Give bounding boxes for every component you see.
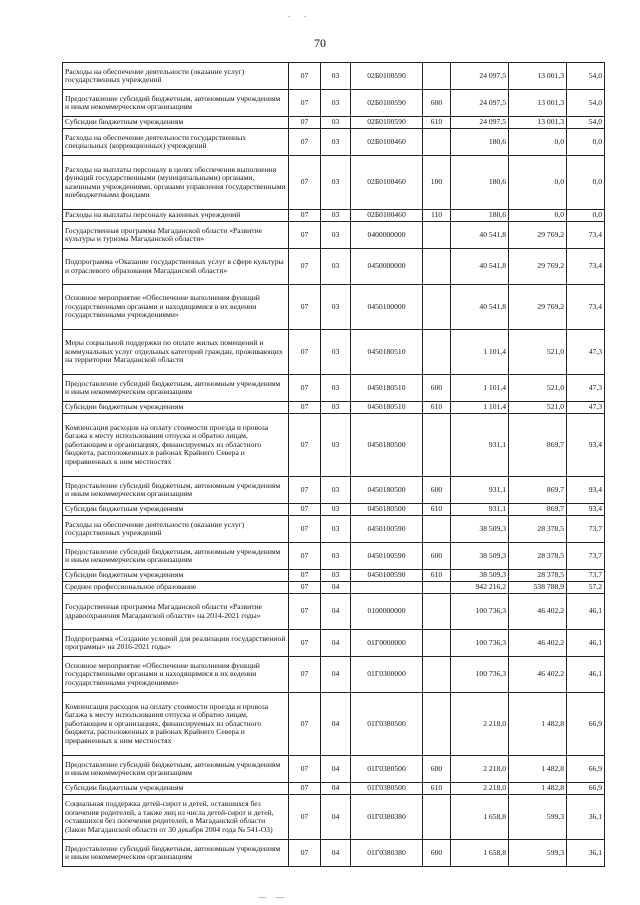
row-section: 07: [289, 582, 321, 594]
row-expense-type: [423, 414, 451, 477]
row-subsection: 03: [321, 330, 351, 375]
row-target-article: 01Г0380500: [351, 756, 423, 783]
row-target-article: 01Г0380500: [351, 693, 423, 756]
table-row: [63, 117, 605, 129]
row-execution-percent: 54,0: [567, 63, 605, 90]
row-execution-percent: 93,4: [567, 477, 605, 504]
row-target-article: 0450180500: [351, 477, 423, 504]
table-row: [63, 582, 605, 594]
row-name: Субсидии бюджетным учреждениям: [63, 117, 289, 129]
row-target-article: 0450100590: [351, 570, 423, 582]
row-section: 07: [289, 117, 321, 129]
row-subsection: 03: [321, 222, 351, 249]
row-target-article: 02Б0100460: [351, 210, 423, 222]
row-executed-amount: 28 378,5: [509, 516, 567, 543]
row-section: 07: [289, 630, 321, 657]
row-subsection: 03: [321, 210, 351, 222]
row-executed-amount: 521,0: [509, 330, 567, 375]
row-target-article: 01Г0380500: [351, 783, 423, 795]
row-target-article: 0450000000: [351, 249, 423, 285]
table-row: [63, 90, 605, 117]
row-executed-amount: 13 001,3: [509, 90, 567, 117]
row-executed-amount: 538 788,9: [509, 582, 567, 594]
row-subsection: 03: [321, 477, 351, 504]
row-section: 07: [289, 840, 321, 867]
row-name: Подпрограмма «Оказание государственных услуг в сфере культуры и отраслевого образования Магаданской области»: [63, 249, 289, 285]
row-expense-type: [423, 285, 451, 330]
row-executed-amount: 28 378,5: [509, 543, 567, 570]
row-planned-amount: 2 218,0: [451, 693, 509, 756]
row-execution-percent: 46,1: [567, 657, 605, 693]
row-target-article: 02Б0100460: [351, 156, 423, 210]
row-expense-type: [423, 582, 451, 594]
table-row: [63, 402, 605, 414]
row-planned-amount: 2 218,0: [451, 783, 509, 795]
row-executed-amount: 46 402,2: [509, 630, 567, 657]
row-executed-amount: 46 402,2: [509, 594, 567, 630]
row-executed-amount: 29 769,2: [509, 249, 567, 285]
row-target-article: 02Б0100590: [351, 117, 423, 129]
row-planned-amount: 38 509,3: [451, 516, 509, 543]
row-section: 07: [289, 783, 321, 795]
row-expense-type: 600: [423, 543, 451, 570]
table-row: [63, 210, 605, 222]
table-row: [63, 63, 605, 90]
row-execution-percent: 93,4: [567, 504, 605, 516]
row-name: Субсидии бюджетным учреждениям: [63, 504, 289, 516]
row-name: Основное мероприятие «Обеспечение выполнения функций государственными органами и находящимися в их ведении государственными учреждениями»: [63, 657, 289, 693]
row-expense-type: 110: [423, 210, 451, 222]
row-subsection: 03: [321, 516, 351, 543]
table-row: [63, 783, 605, 795]
row-planned-amount: 931,1: [451, 414, 509, 477]
row-executed-amount: 13 001,3: [509, 117, 567, 129]
row-subsection: 03: [321, 504, 351, 516]
row-subsection: 04: [321, 630, 351, 657]
row-planned-amount: 1 101,4: [451, 402, 509, 414]
row-target-article: 02Б0100590: [351, 90, 423, 117]
row-expense-type: [423, 63, 451, 90]
row-planned-amount: 40 541,8: [451, 285, 509, 330]
row-section: 07: [289, 504, 321, 516]
row-name: Предоставление субсидий бюджетным, автономным учреждениям и иным некоммерческим организациям: [63, 375, 289, 402]
row-target-article: 0450100590: [351, 516, 423, 543]
row-expense-type: 600: [423, 90, 451, 117]
row-expense-type: 600: [423, 375, 451, 402]
row-planned-amount: 24 097,5: [451, 117, 509, 129]
row-expense-type: 600: [423, 477, 451, 504]
row-execution-percent: 36,1: [567, 840, 605, 867]
row-subsection: 03: [321, 249, 351, 285]
row-expense-type: 610: [423, 783, 451, 795]
row-executed-amount: 0,0: [509, 129, 567, 156]
row-execution-percent: 46,1: [567, 594, 605, 630]
row-subsection: 04: [321, 594, 351, 630]
row-executed-amount: 869,7: [509, 504, 567, 516]
row-execution-percent: 0,0: [567, 210, 605, 222]
row-subsection: 04: [321, 693, 351, 756]
table-row: [63, 594, 605, 630]
row-name: Меры социальной поддержки по оплате жилых помещений и коммунальных услуг отдельных категорий граждан, проживающих на территории Магаданской области: [63, 330, 289, 375]
row-target-article: 0400000000: [351, 222, 423, 249]
row-section: 07: [289, 210, 321, 222]
row-execution-percent: 36,1: [567, 795, 605, 840]
row-name: Подпрограмма «Создание условий для реализации государственной программы» на 2016-2021 годы»: [63, 630, 289, 657]
table-row: [63, 249, 605, 285]
row-planned-amount: 931,1: [451, 504, 509, 516]
row-section: 07: [289, 330, 321, 375]
row-planned-amount: 1 658,8: [451, 795, 509, 840]
row-execution-percent: 66,9: [567, 756, 605, 783]
row-execution-percent: 47,3: [567, 330, 605, 375]
row-subsection: 04: [321, 795, 351, 840]
table-row: [63, 156, 605, 210]
row-expense-type: [423, 516, 451, 543]
table-row: [63, 285, 605, 330]
row-section: 07: [289, 693, 321, 756]
row-subsection: 03: [321, 543, 351, 570]
row-name: Компенсация расходов на оплату стоимости проезда и провоза багажа к месту использования отпуска и обратно лицам, работающим в организациях, финансируемых из областного бюджета, расположенных в районах Крайнего Севера и приравненных к ним местностях: [63, 693, 289, 756]
row-target-article: 0450100590: [351, 543, 423, 570]
table-body: [63, 63, 605, 867]
table-row: [63, 504, 605, 516]
row-target-article: 01Г0380380: [351, 795, 423, 840]
row-expense-type: [423, 594, 451, 630]
row-expense-type: 100: [423, 156, 451, 210]
row-section: 07: [289, 516, 321, 543]
row-section: 07: [289, 477, 321, 504]
row-executed-amount: 0,0: [509, 210, 567, 222]
row-name: Расходы на обеспечение деятельности (оказание услуг) государственных учреждений: [63, 516, 289, 543]
row-name: Расходы на обеспечение деятельности государственных специальных (коррекционных) учреждений: [63, 129, 289, 156]
table-row: [63, 129, 605, 156]
row-target-article: 0100000000: [351, 594, 423, 630]
row-expense-type: [423, 249, 451, 285]
row-expense-type: [423, 129, 451, 156]
row-subsection: 03: [321, 117, 351, 129]
row-expense-type: 600: [423, 756, 451, 783]
row-executed-amount: 46 402,2: [509, 657, 567, 693]
row-subsection: 03: [321, 402, 351, 414]
row-planned-amount: 931,1: [451, 477, 509, 504]
row-expense-type: 610: [423, 504, 451, 516]
row-target-article: 02Б0100590: [351, 63, 423, 90]
row-executed-amount: 1 482,8: [509, 783, 567, 795]
row-execution-percent: 54,0: [567, 117, 605, 129]
row-executed-amount: 599,3: [509, 795, 567, 840]
row-planned-amount: 38 509,3: [451, 570, 509, 582]
row-target-article: 02Б0100460: [351, 129, 423, 156]
row-executed-amount: 29 769,2: [509, 222, 567, 249]
row-section: 07: [289, 63, 321, 90]
row-name: Предоставление субсидий бюджетным, автономным учреждениям и иным некоммерческим организациям: [63, 756, 289, 783]
row-expense-type: 610: [423, 117, 451, 129]
row-expense-type: 600: [423, 840, 451, 867]
row-planned-amount: 1 658,8: [451, 840, 509, 867]
row-executed-amount: 521,0: [509, 402, 567, 414]
row-execution-percent: 66,9: [567, 693, 605, 756]
row-section: 07: [289, 543, 321, 570]
row-planned-amount: 100 736,3: [451, 630, 509, 657]
row-target-article: 01Г0000000: [351, 630, 423, 657]
row-executed-amount: 13 001,3: [509, 63, 567, 90]
row-execution-percent: 66,9: [567, 783, 605, 795]
table-row: [63, 756, 605, 783]
row-target-article: 0450180500: [351, 504, 423, 516]
row-expense-type: [423, 657, 451, 693]
row-subsection: 04: [321, 840, 351, 867]
table-row: [63, 375, 605, 402]
row-name: Социальная поддержка детей-сирот и детей, оставшихся без попечения родителей, а также лиц из числа детей-сирот и детей, оставшихся без попечения родителей, в Магаданской области (Закон Магаданской области от 30 декабря 2004 года № 541-ОЗ): [63, 795, 289, 840]
row-subsection: 03: [321, 129, 351, 156]
row-name: Основное мероприятие «Обеспечение выполнения функций государственными органами и находящимися в их ведении государственными учреждениями»: [63, 285, 289, 330]
row-subsection: 03: [321, 285, 351, 330]
row-execution-percent: 57,2: [567, 582, 605, 594]
row-section: 07: [289, 414, 321, 477]
table-row: [63, 657, 605, 693]
row-expense-type: [423, 222, 451, 249]
row-executed-amount: 0,0: [509, 156, 567, 210]
row-subsection: 04: [321, 582, 351, 594]
row-name: Государственная программа Магаданской области «Развитие здравоохранения Магаданской области» на 2014-2021 годы»: [63, 594, 289, 630]
row-expense-type: [423, 693, 451, 756]
row-target-article: 0450180510: [351, 330, 423, 375]
row-execution-percent: 46,1: [567, 630, 605, 657]
row-target-article: 0450100000: [351, 285, 423, 330]
row-execution-percent: 47,3: [567, 375, 605, 402]
row-section: 07: [289, 285, 321, 330]
row-name: Расходы на обеспечение деятельности (оказание услуг) государственных учреждений: [63, 63, 289, 90]
row-subsection: 04: [321, 657, 351, 693]
row-executed-amount: 1 482,8: [509, 756, 567, 783]
row-section: 07: [289, 594, 321, 630]
row-execution-percent: 47,3: [567, 402, 605, 414]
row-execution-percent: 73,4: [567, 249, 605, 285]
row-execution-percent: 73,7: [567, 570, 605, 582]
row-target-article: 01Г0300000: [351, 657, 423, 693]
row-planned-amount: 24 097,5: [451, 63, 509, 90]
row-executed-amount: 28 378,5: [509, 570, 567, 582]
row-planned-amount: 180,6: [451, 210, 509, 222]
row-section: 07: [289, 570, 321, 582]
row-target-article: 0450180510: [351, 402, 423, 414]
row-planned-amount: 180,6: [451, 156, 509, 210]
row-execution-percent: 0,0: [567, 156, 605, 210]
row-execution-percent: 0,0: [567, 129, 605, 156]
row-executed-amount: 521,0: [509, 375, 567, 402]
row-planned-amount: 2 218,0: [451, 756, 509, 783]
row-name: Расходы на выплаты персоналу в целях обеспечения выполнения функций государственными (муниципальными) органами, казенными учреждениями, органами управления государственными внебюджетными фондами: [63, 156, 289, 210]
row-subsection: 04: [321, 756, 351, 783]
row-planned-amount: 38 509,3: [451, 543, 509, 570]
row-execution-percent: 73,7: [567, 516, 605, 543]
row-subsection: 04: [321, 783, 351, 795]
row-executed-amount: 599,3: [509, 840, 567, 867]
row-subsection: 03: [321, 90, 351, 117]
row-section: 07: [289, 795, 321, 840]
scan-marks-bottom: — —: [258, 892, 288, 901]
row-planned-amount: 1 101,4: [451, 330, 509, 375]
row-planned-amount: 1 101,4: [451, 375, 509, 402]
row-execution-percent: 93,4: [567, 414, 605, 477]
row-name: Субсидии бюджетным учреждениям: [63, 783, 289, 795]
row-execution-percent: 73,4: [567, 285, 605, 330]
table-row: [63, 630, 605, 657]
row-expense-type: [423, 630, 451, 657]
row-subsection: 03: [321, 156, 351, 210]
table-row: [63, 795, 605, 840]
row-name: Предоставление субсидий бюджетным, автономным учреждениям и иным некоммерческим организациям: [63, 543, 289, 570]
row-target-article: 01Г0380380: [351, 840, 423, 867]
row-name: Расходы на выплаты персоналу казенных учреждений: [63, 210, 289, 222]
row-planned-amount: 100 736,3: [451, 594, 509, 630]
row-expense-type: [423, 330, 451, 375]
row-subsection: 03: [321, 375, 351, 402]
row-planned-amount: 180,6: [451, 129, 509, 156]
table-row: [63, 477, 605, 504]
row-name: Среднее профессиональное образование: [63, 582, 289, 594]
row-name: Субсидии бюджетным учреждениям: [63, 570, 289, 582]
row-execution-percent: 73,7: [567, 543, 605, 570]
table-row: [63, 840, 605, 867]
row-planned-amount: 100 736,3: [451, 657, 509, 693]
row-target-article: 0450180500: [351, 414, 423, 477]
row-name: Компенсация расходов на оплату стоимости проезда и провоза багажа к месту использования отпуска и обратно лицам, работающим в организациях, финансируемых из областного бюджета, расположенных в районах Крайнего Севера и приравненных к ним местностях: [63, 414, 289, 477]
row-name: Предоставление субсидий бюджетным, автономным учреждениям и иным некоммерческим организациям: [63, 840, 289, 867]
row-section: 07: [289, 756, 321, 783]
row-expense-type: 610: [423, 402, 451, 414]
table-row: [63, 693, 605, 756]
row-name: Государственная программа Магаданской области «Развитие культуры и туризма Магаданской области»: [63, 222, 289, 249]
row-subsection: 03: [321, 63, 351, 90]
row-name: Предоставление субсидий бюджетным, автономным учреждениям и иным некоммерческим организациям: [63, 90, 289, 117]
table-row: [63, 543, 605, 570]
row-section: 07: [289, 657, 321, 693]
row-expense-type: 610: [423, 570, 451, 582]
row-section: 07: [289, 90, 321, 117]
table-row: [63, 222, 605, 249]
row-executed-amount: 1 482,8: [509, 693, 567, 756]
row-section: 07: [289, 156, 321, 210]
page-number: 70: [314, 36, 326, 50]
row-name: Субсидии бюджетным учреждениям: [63, 402, 289, 414]
row-executed-amount: 869,7: [509, 477, 567, 504]
row-section: 07: [289, 402, 321, 414]
row-section: 07: [289, 129, 321, 156]
row-executed-amount: 29 769,2: [509, 285, 567, 330]
table-row: [63, 516, 605, 543]
row-executed-amount: 869,7: [509, 414, 567, 477]
row-planned-amount: 40 541,8: [451, 222, 509, 249]
row-execution-percent: 73,4: [567, 222, 605, 249]
scan-marks: . .: [288, 10, 312, 19]
budget-table: [62, 62, 605, 867]
row-name: Предоставление субсидий бюджетным, автономным учреждениям и иным некоммерческим организациям: [63, 477, 289, 504]
row-section: 07: [289, 375, 321, 402]
row-section: 07: [289, 222, 321, 249]
row-section: 07: [289, 249, 321, 285]
row-target-article: 0450180510: [351, 375, 423, 402]
table-row: [63, 414, 605, 477]
row-target-article: [351, 582, 423, 594]
table-row: [63, 570, 605, 582]
row-planned-amount: 24 097,5: [451, 90, 509, 117]
row-execution-percent: 54,0: [567, 90, 605, 117]
row-subsection: 03: [321, 570, 351, 582]
row-planned-amount: 942 216,2: [451, 582, 509, 594]
row-planned-amount: 40 541,8: [451, 249, 509, 285]
table-row: [63, 330, 605, 375]
row-subsection: 03: [321, 414, 351, 477]
row-expense-type: [423, 795, 451, 840]
